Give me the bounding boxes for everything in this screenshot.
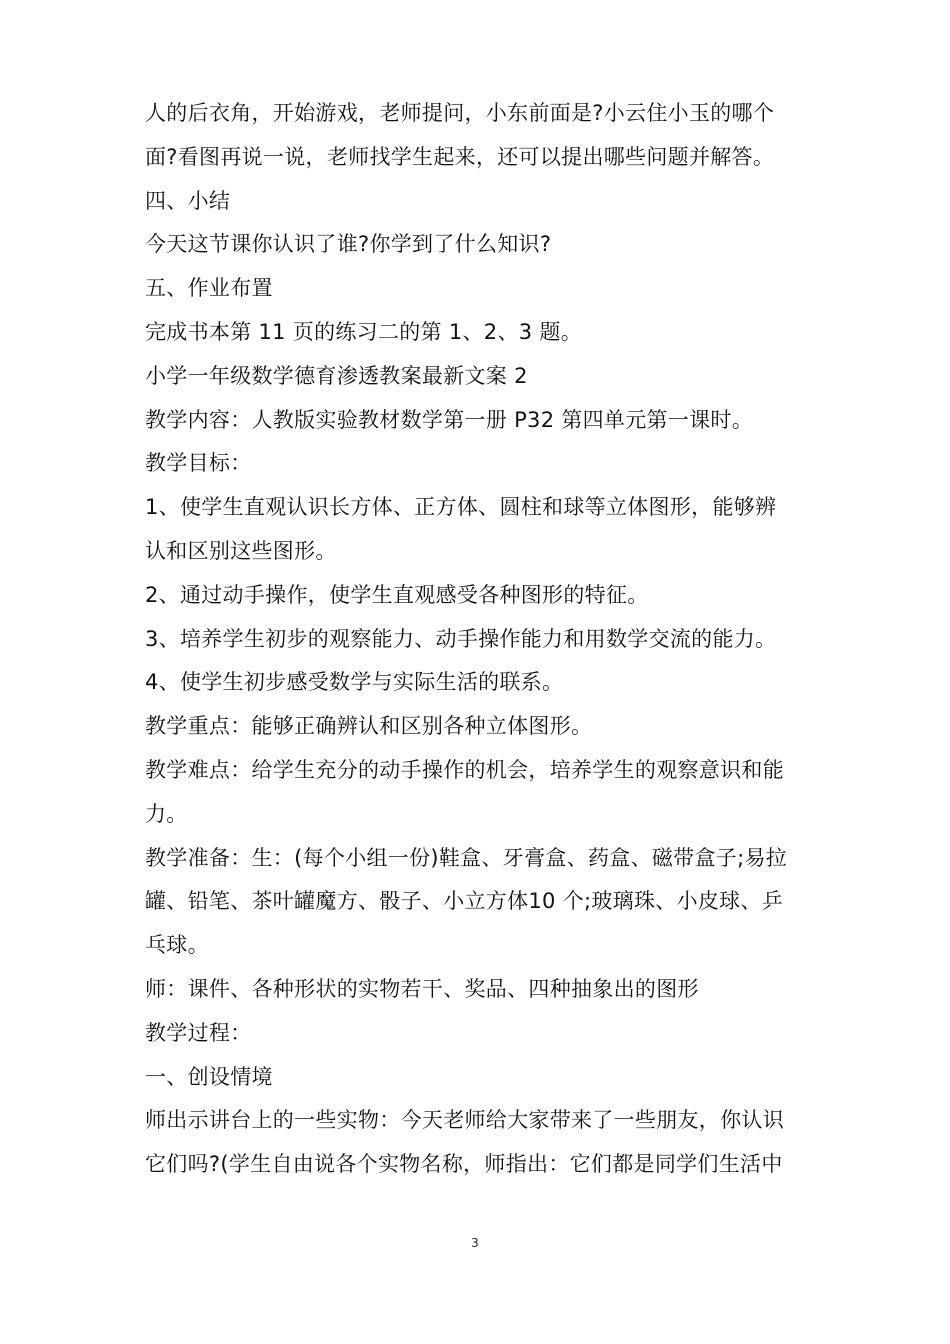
text-line: 教学准备：生：(每个小组一份)鞋盒、牙膏盒、药盒、磁带盒子;易拉 xyxy=(145,845,788,870)
page-number: 3 xyxy=(471,1236,479,1250)
section-heading-summary: 四、小结 xyxy=(145,188,231,213)
text-line: 教学难点：给学生充分的动手操作的机会，培养学生的观察意识和能 xyxy=(145,757,784,782)
text-line: 乓球。 xyxy=(145,933,209,958)
text-line: 力。 xyxy=(145,801,188,826)
text-line: 师出示讲台上的一些实物：今天老师给大家带来了一些朋友，你认识 xyxy=(145,1108,784,1133)
text-line: 教学内容：人教版实验教材数学第一册 P32 第四单元第一课时。 xyxy=(145,407,754,432)
text-line: 它们吗?(学生自由说各个实物名称，师指出：它们都是同学们生活中 xyxy=(145,1152,783,1177)
text-line: 今天这节课你认识了谁?你学到了什么知识? xyxy=(145,232,552,257)
text-line: 认和区别这些图形。 xyxy=(145,538,337,563)
section-heading-objectives: 教学目标： xyxy=(145,451,252,476)
text-line: 师：课件、各种形状的实物若干、奖品、四种抽象出的图形 xyxy=(145,976,699,1001)
section-heading-scenario: 一、创设情境 xyxy=(145,1064,273,1089)
section-heading-process: 教学过程： xyxy=(145,1020,252,1045)
list-item: 3、培养学生初步的观察能力、动手操作能力和用数学交流的能力。 xyxy=(145,626,777,651)
list-item: 1、使学生直观认识长方体、正方体、圆柱和球等立体图形，能够辨 xyxy=(145,495,777,520)
document-body xyxy=(145,92,817,1187)
text-line: 教学重点：能够正确辨认和区别各种立体图形。 xyxy=(145,714,593,739)
list-item: 2、通过动手操作，使学生直观感受各种图形的特征。 xyxy=(145,582,649,607)
text-line: 完成书本第 11 页的练习二的第 1、2、3 题。 xyxy=(145,319,583,344)
list-item: 4、使学生初步感受数学与实际生活的联系。 xyxy=(145,670,564,695)
section-heading-homework: 五、作业布置 xyxy=(145,276,273,301)
text-line: 人的后衣角，开始游戏，老师提问，小东前面是?小云住小玉的哪个 xyxy=(145,101,775,125)
document-subtitle: 小学一年级数学德育渗透教案最新文案 2 xyxy=(145,363,528,388)
text-line: 面?看图再说一说，老师找学生起来，还可以提出哪些问题并解答。 xyxy=(145,144,775,169)
text-line: 罐、铅笔、茶叶罐魔方、骰子、小立方体10 个;玻璃珠、小皮球、乒 xyxy=(145,889,784,914)
